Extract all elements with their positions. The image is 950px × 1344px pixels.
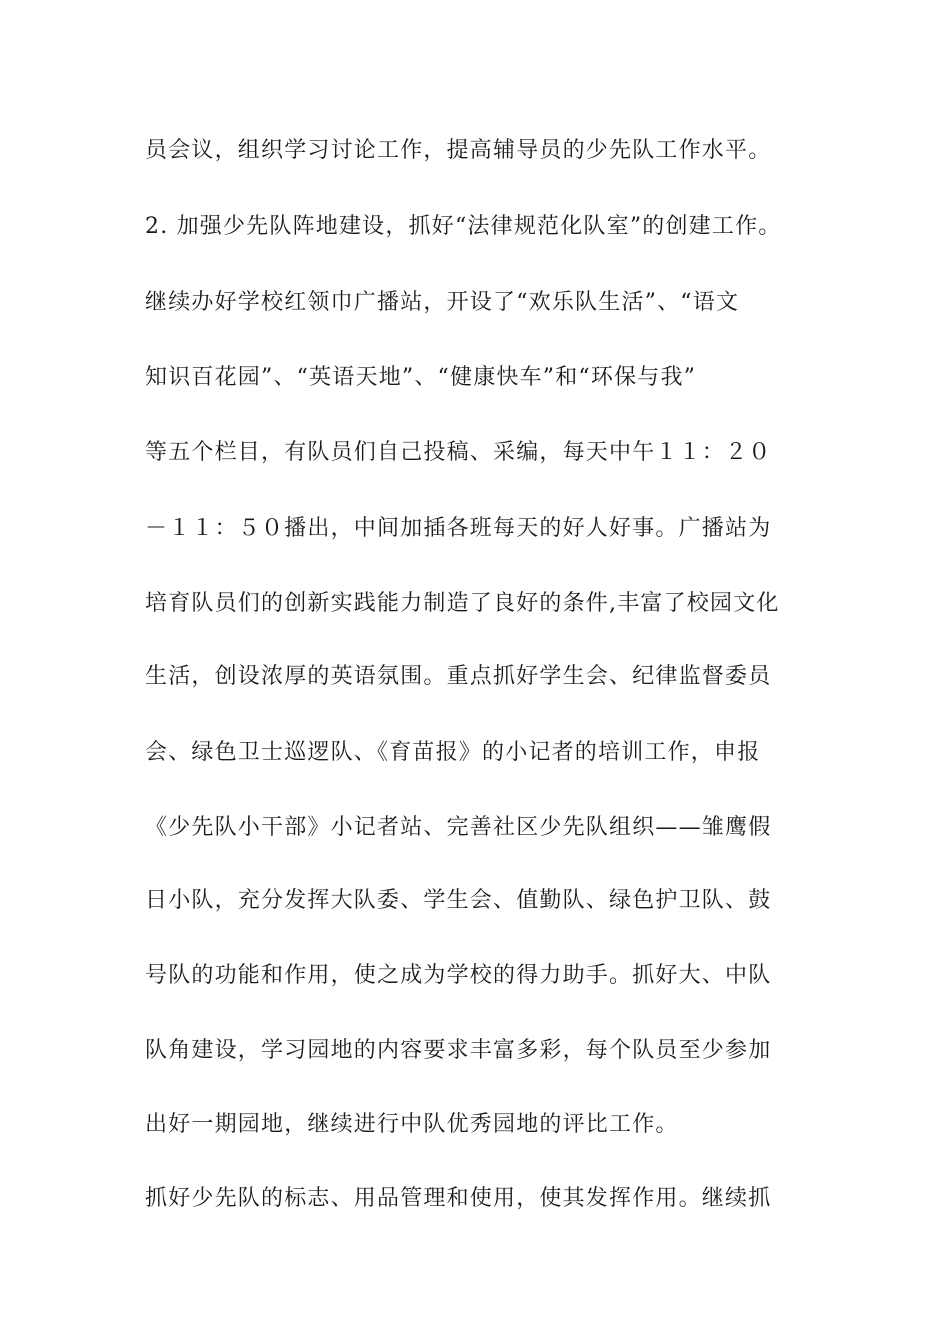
- text-line: 培育队员们的创新实践能力制造了良好的条件,丰富了校园文化: [145, 591, 780, 616]
- text-line: 等五个栏目，有队员们自己投稿、采编，每天中午１１：２０: [145, 440, 772, 465]
- text-line: 队角建设，学习园地的内容要求丰富多彩，每个队员至少参加: [145, 1038, 772, 1063]
- text-line: 知识百花园”、“英语天地”、“健康快车”和“环保与我”: [145, 365, 697, 390]
- text-line: 《少先队小干部》小记者站、完善社区少先队组织——雏鹰假: [145, 815, 772, 840]
- text-line: 出好一期园地，继续进行中队优秀园地的评比工作。: [145, 1112, 679, 1137]
- text-line: 继续办好学校红领巾广播站，开设了“欢乐队生活”、“语文: [145, 290, 740, 315]
- text-line: 抓好少先队的标志、用品管理和使用，使其发挥作用。继续抓: [145, 1186, 772, 1211]
- text-line: －１１：５０播出，中间加插各班每天的好人好事。广播站为: [145, 516, 772, 541]
- text-line: 号队的功能和作用，使之成为学校的得力助手。抓好大、中队: [145, 963, 772, 988]
- text-line: 2. 加强少先队阵地建设，抓好“法律规范化队室”的创建工作。: [145, 214, 782, 239]
- text-line: 会、绿色卫士巡逻队、《育苗报》的小记者的培训工作，申报: [145, 740, 761, 765]
- text-line: 日小队，充分发挥大队委、学生会、值勤队、绿色护卫队、鼓: [145, 888, 772, 913]
- text-line: 员会议，组织学习讨论工作，提高辅导员的少先队工作水平。: [145, 138, 772, 163]
- text-line: 生活，创设浓厚的英语氛围。重点抓好学生会、纪律监督委员: [145, 664, 772, 689]
